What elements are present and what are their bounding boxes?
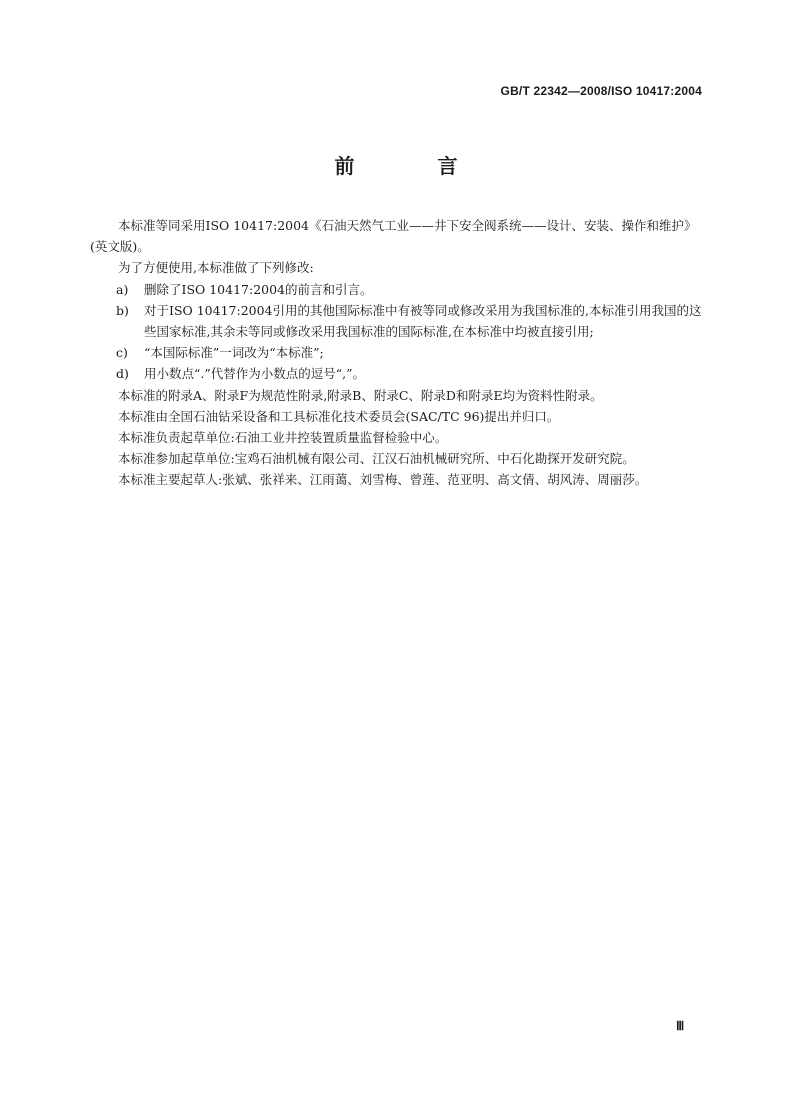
- page-number: Ⅲ: [676, 1019, 685, 1033]
- list-item-text: “本国际标准”一词改为“本标准”;: [144, 345, 324, 361]
- participating-units: 本标准参加起草单位:宝鸡石油机械有限公司、江汉石油机械研究所、中石化勘探开发研究院。: [118, 451, 635, 467]
- drafters: 本标准主要起草人:张斌、张祥来、江雨蔼、刘雪梅、曾莲、范亚明、高文倩、胡风涛、周丽莎。: [118, 472, 648, 488]
- annex-note: 本标准的附录A、附录F为规范性附录,附录B、附录C、附录D和附录E均为资料性附录。: [118, 387, 603, 403]
- list-item: [90, 279, 704, 300]
- list-marker: b): [116, 302, 129, 318]
- list-marker: d): [116, 366, 129, 382]
- list-item: [90, 342, 704, 363]
- list-marker: a): [116, 281, 129, 297]
- proposed-by: 本标准由全国石油钻采设备和工具标准化技术委员会(SAC/TC 96)提出并归口。: [118, 408, 560, 424]
- list-item-text: 对于ISO 10417:2004引用的其他国际标准中有被等同或修改采用为我国标准的,本标准引用我国的这些国家标准,其余未等同或修改采用我国标准的国际标准,在本标准中均被直接引用;: [144, 302, 702, 340]
- foreword-body: [90, 215, 704, 491]
- list-item-text: 用小数点“.”代替作为小数点的逗号“,”。: [144, 366, 366, 382]
- page-title: 前 言: [334, 154, 496, 178]
- standard-number: GB/T 22342—2008/ISO 10417:2004: [500, 84, 702, 98]
- modifications-lead: 为了方便使用,本标准做了下列修改:: [118, 260, 314, 276]
- intro-paragraph: 本标准等同采用ISO 10417:2004《石油天然气工业——井下安全阀系统——设计、安装、操作和维护》(英文版)。: [90, 218, 697, 255]
- list-item: [90, 363, 704, 384]
- list-marker: c): [116, 345, 128, 361]
- list-item-text: 删除了ISO 10417:2004的前言和引言。: [144, 281, 373, 297]
- list-item: [90, 300, 704, 342]
- responsible-unit: 本标准负责起草单位:石油工业井控装置质量监督检验中心。: [118, 430, 448, 446]
